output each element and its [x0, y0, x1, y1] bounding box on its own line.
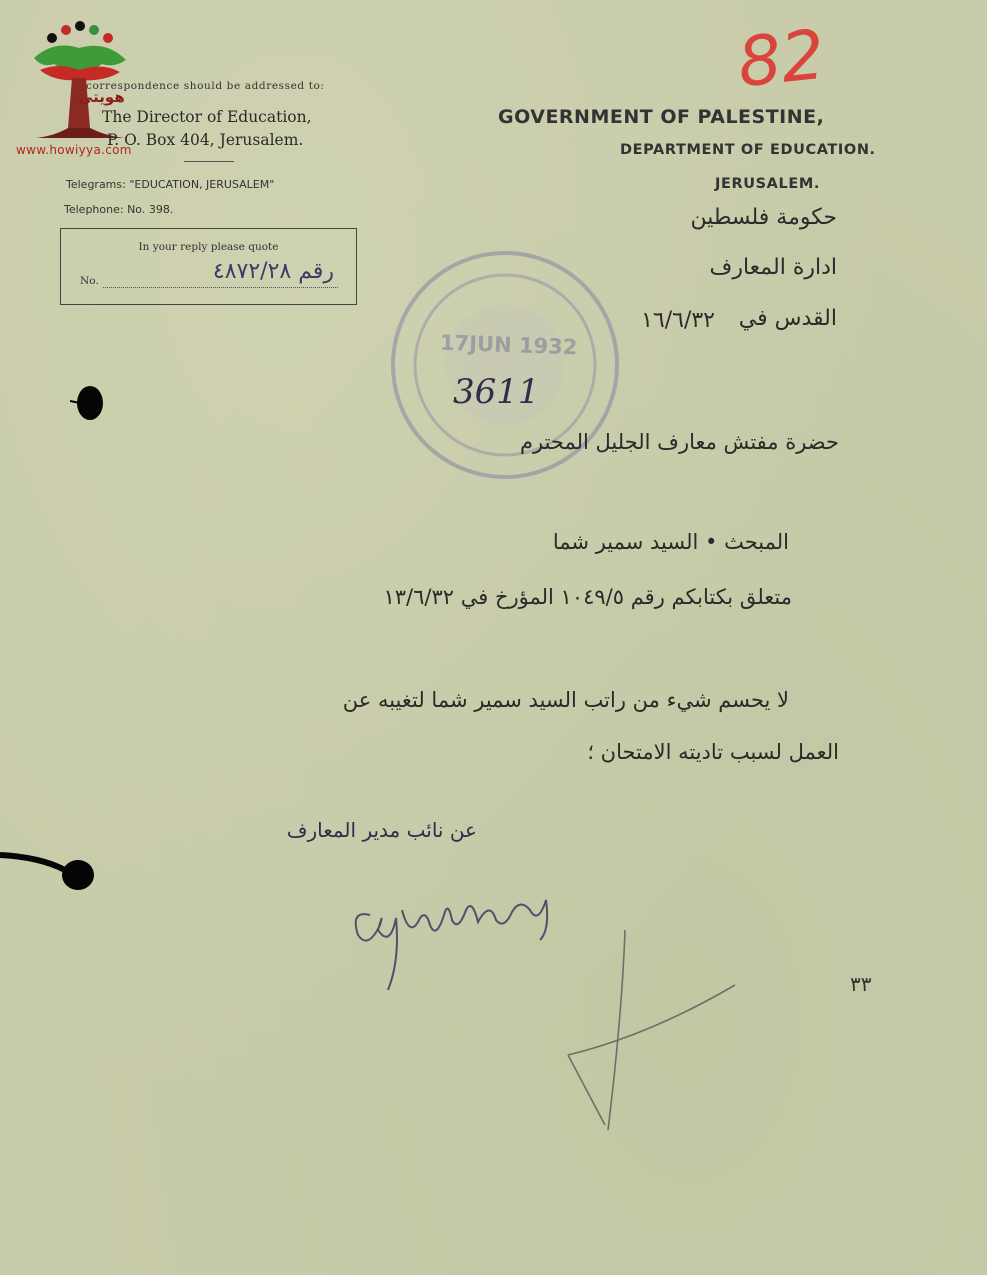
department-title: DEPARTMENT OF EDUCATION. — [620, 142, 876, 158]
subject-line: المبحث • السيد سمير شما — [552, 530, 789, 554]
body-paragraph-line2: العمل لسبب تاديته الامتحان ؛ — [587, 740, 839, 764]
department-title-arabic: ادارة المعارف — [709, 255, 837, 280]
correspondence-note: correspondence should be addressed to: — [86, 80, 325, 92]
government-title-arabic: حكومة فلسطين — [690, 205, 837, 230]
handwritten-signature-icon — [340, 870, 570, 1000]
logo-arabic-text: هويتي — [78, 88, 125, 106]
handwritten-number: 3611 — [453, 372, 540, 412]
pencil-check-mark-icon — [560, 925, 740, 1140]
telephone-line: Telephone: No. 398. — [64, 203, 174, 216]
telegrams-line: Telegrams: "EDUCATION, JERUSALEM" — [66, 178, 275, 191]
reply-reference-box — [60, 228, 357, 305]
director-address-line2: P. O. Box 404, Jerusalem. — [107, 131, 304, 149]
signatory-title: عن نائب مدير المعارف — [286, 818, 477, 842]
punch-hole-icon — [70, 383, 104, 423]
reply-number: رقم ٤٨٧٢/٢٨ — [212, 259, 334, 284]
reply-dotted-line — [103, 287, 338, 288]
punch-hole-icon — [0, 845, 100, 895]
corner-mark: ٣٣ — [850, 972, 872, 996]
reference-line: متعلق بكتابكم رقم ١٠٤٩/٥ المؤرخ في ١٣/٦/٣٢ — [383, 585, 792, 609]
addressee: حضرة مفتش معارف الجليل المحترم — [520, 430, 839, 454]
letter-date: ١٦/٦/٣٢ — [641, 308, 715, 333]
reply-no-label: No. — [80, 275, 99, 287]
stamp-date: 17JUN 1932 — [439, 330, 578, 360]
body-paragraph-line1: لا يحسم شيء من راتب السيد سمير شما لتغيبه عن — [342, 688, 789, 712]
government-title: GOVERNMENT OF PALESTINE, — [498, 106, 825, 128]
header-divider — [184, 161, 234, 162]
city-title-arabic: القدس في — [738, 306, 837, 331]
city-title: JERUSALEM. — [715, 176, 820, 192]
logo-url[interactable]: www.howiyya.com — [16, 143, 132, 157]
page-number: 82 — [734, 15, 829, 104]
reply-label: In your reply please quote — [138, 241, 279, 253]
director-address-line1: The Director of Education, — [102, 108, 312, 126]
